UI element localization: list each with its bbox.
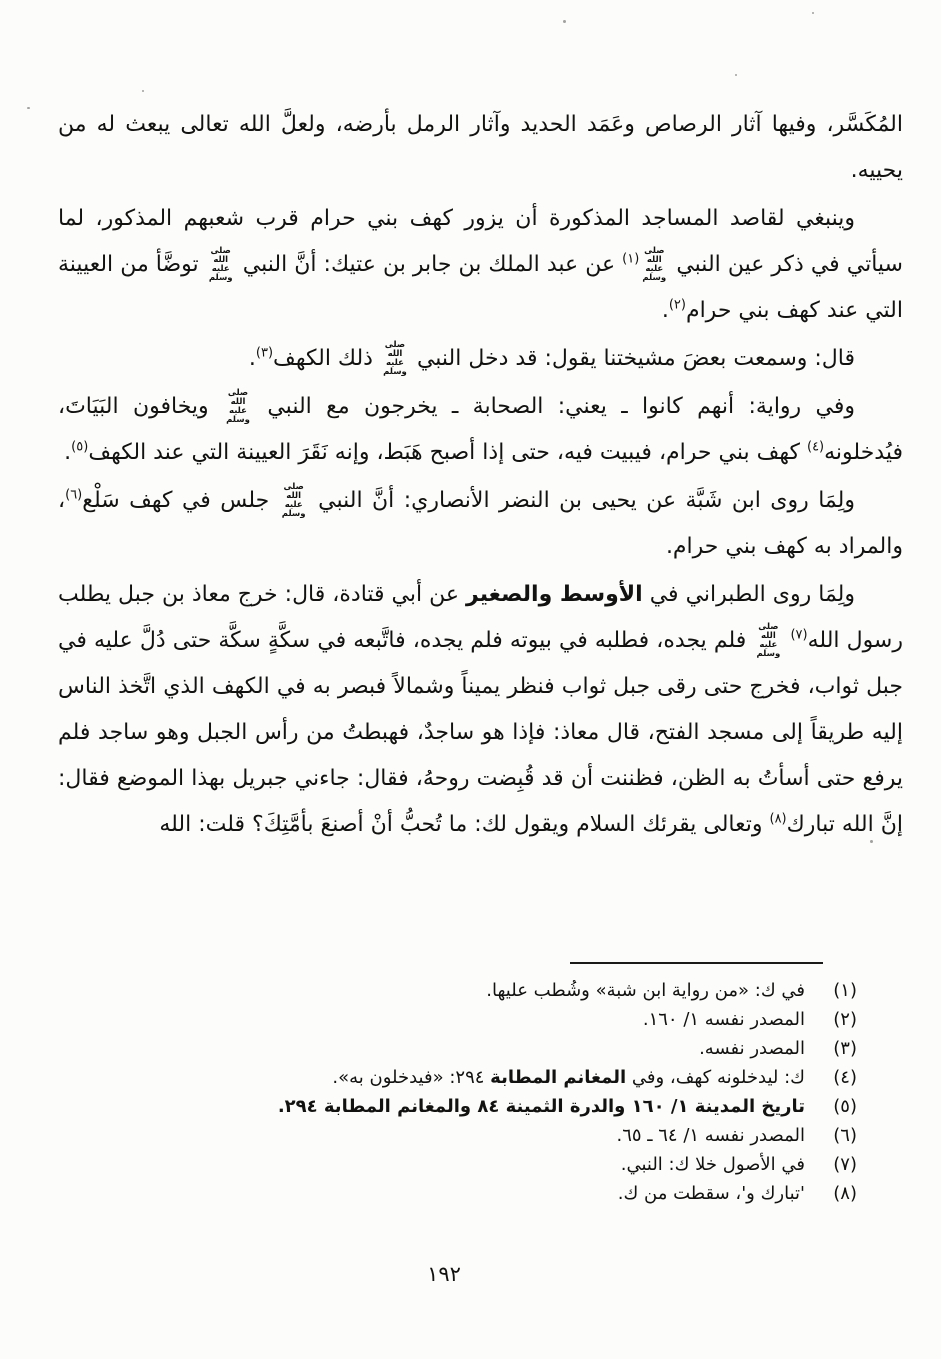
scan-speck [27,107,30,109]
footnote-text [177,1121,805,1150]
text-run: المصدر نفسه ١/ ١٦٠. [642,1009,805,1030]
prophet-honorific-glyph: صلى الله عليه وسلم [281,482,306,519]
text-run: المصدر نفسه ١/ ٦٤ ـ ٦٥. [616,1125,805,1146]
scan-speck [142,90,144,92]
page-number: ١٩٢ [427,1262,461,1286]
footnote-text [177,1179,805,1208]
footnote [177,976,857,1005]
text-run: تاريخ المدينة ١/ ١٦٠ والدرة الثمينة ٨٤ والمغانم المطابة ٢٩٤. [277,1096,805,1117]
text-run: 'تبارك و'، سقطت من ك. [617,1183,805,1204]
footnote-text [177,1034,805,1063]
text-run: . [64,440,72,465]
text-run: ك: ليدخلونه كهف، وفي [626,1067,805,1088]
text-run: عن عبد الملك بن جابر بن عتيك: أنَّ النبي [235,252,623,277]
text-run: ٢٩٤: «فيدخلون به». [332,1067,491,1088]
footnote-reference: (٧) [790,627,808,643]
text-run: كهف بني حرام، فيبيت فيه، حتى إذا أصبح هَبَط، وإنه نَقَرَ العيينة التي عند الكهف [88,440,807,465]
text-run: جلس في كهف سَلْع [82,488,279,513]
prophet-honorific-glyph: صلى الله عليه وسلم [756,622,781,659]
text-run: ذلك الكهف [273,346,380,371]
prophet-honorific-glyph: صلى الله عليه وسلم [226,388,250,425]
text-run: ويخافون البَيَاتَ، فيُدخلونه [58,394,903,465]
text-run: وتعالى يقرئك السلام ويقول لك: ما تُحبُّ أنْ أصنعَ بأمَّتِكَ؟ قلت: الله [159,812,770,837]
text-run: المصدر نفسه. [699,1038,805,1059]
footnote-reference: (٣) [255,345,274,361]
scan-speck [870,840,873,843]
footnote [177,1063,857,1092]
footnote [177,1005,857,1034]
footnote-marker: (٥) [833,1096,857,1117]
text-run: . [661,298,669,323]
text-run: وينبغي لقاصد المساجد المذكورة أن يزور كهف بني حرام قرب شعبهم المذكور، لما سيأتي في ذكر عين النبي [58,206,903,277]
paragraph [58,478,903,570]
text-run: ولِمَا روى ابن شَبَّة عن يحيى بن النضر الأنصاري: أنَّ النبي [308,488,855,513]
text-run: قال: وسمعت بعضَ مشيختنا يقول: قد دخل النبي [409,346,855,371]
footnotes-section [177,976,857,1208]
paragraph [58,572,903,848]
footnote-text [177,1063,805,1092]
footnote-reference: (٨) [769,811,787,827]
text-run: عن أبي قتادة، قال: خرج معاذ بن جبل يطلب رسول الله [58,582,903,653]
text-run: الأوسط والصغير [466,582,643,607]
paragraph [58,336,903,382]
footnote-marker: (٦) [833,1125,857,1146]
paragraph [58,102,903,194]
text-run: في الأصول خلا ك: النبي. [620,1154,805,1175]
prophet-honorific-glyph: صلى الله عليه وسلم [383,340,407,377]
footnote-reference: (١) [622,251,640,267]
text-run: فلم يجده، فطلبه في بيوته فلم يجده، فاتَّبعه في سكَّةٍ سكَّة حتى دُلَّ عليه في جبل ثواب، فخرج حتى رقى جبل ثواب فنظر يميناً وشمالاً فبصر به في الكهف الذي اتَّخذ الناس إليه طريقاً إلى مسجد الفتح، قال معاذ: فإذا هو ساجدٌ، فهبطتُ من رأس الجبل وهو ساجد فلم يرفع حتى أسأتُ به الظن، فظننت أن قد قُبِضت روحهُ، فقال: جاءني جبريل بهذا الموضع فقال: إنَّ الله تبارك [58,628,903,837]
prophet-honorific-glyph: صلى الله عليه وسلم [208,246,233,283]
footnote-marker: (٢) [833,1009,857,1030]
scan-speck [735,74,737,76]
footnote [177,1179,857,1208]
footnote [177,1150,857,1179]
footnote-marker: (١) [833,980,857,1001]
footnote-text [177,1150,805,1179]
footnote-reference: (٦) [65,487,83,503]
text-run: وفي رواية: أنهم كانوا ـ يعني: الصحابة ـ يخرجون مع النبي [253,394,855,419]
text-run: توضَّأ من العيينة التي عند كهف بني حرام [58,252,903,323]
footnote-text [177,1092,805,1121]
main-text [58,100,903,850]
scan-speck [812,12,814,14]
paragraph [58,196,903,334]
text-run: ولِمَا روى الطبراني في [642,582,856,607]
footnote-marker: (٨) [833,1183,857,1204]
footnote-text [177,976,805,1005]
text-run: المُكَسَّر، وفيها آثار الرصاص وعَمَد الحديد وآثار الرمل بأرضه، ولعلَّ الله تعالى يبعث له من يحييه. [58,112,903,183]
prophet-honorific-glyph: صلى الله عليه وسلم [642,246,667,283]
footnote-marker: (٧) [833,1154,857,1175]
footnote-marker: (٤) [833,1067,857,1088]
footnote [177,1034,857,1063]
footnote-text [177,1005,805,1034]
footnote-reference: (٥) [71,439,89,455]
text-run: المغانم المطابة [490,1067,627,1088]
footnote-reference: (٤) [806,439,825,455]
scan-speck [563,20,566,23]
footnote-reference: (٢) [668,297,686,313]
text-run: في ك: «من رواية ابن شبة» وشُطب عليها. [486,980,805,1001]
footnote-separator [570,962,823,964]
paragraph [58,384,903,476]
footnote [177,1092,857,1121]
text-run: ، والمراد به كهف بني حرام. [58,488,903,559]
footnote-marker: (٣) [833,1038,857,1059]
footnote [177,1121,857,1150]
text-run: . [248,346,256,371]
